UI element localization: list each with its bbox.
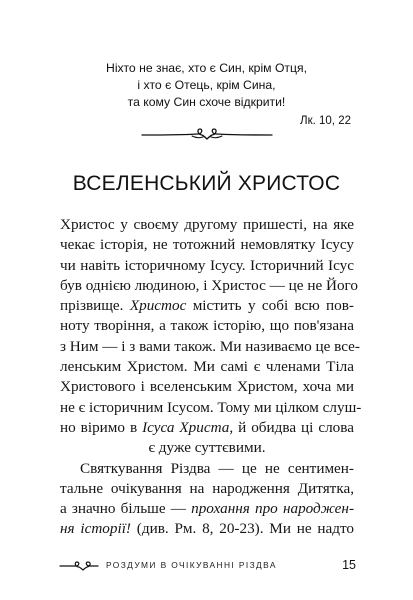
- text-line: чекає історія, не тотожний немовлятку Ісусу: [60, 236, 354, 254]
- page-footer: [58, 558, 356, 574]
- epigraph: [60, 60, 353, 130]
- emphasis: Ісуса Христа: [142, 418, 230, 436]
- text-line: а значно більше — прохання про народжен-: [60, 500, 354, 518]
- text-line: Христос у своєму другому пришесті, на яке: [60, 216, 354, 233]
- text-line: тальне очікування на народження Дитятка,: [60, 479, 354, 497]
- text-line: ноту творіння, а також історію, що пов'язана: [60, 317, 354, 335]
- epigraph-reference: Лк. 10, 22: [300, 115, 351, 127]
- running-title: РОЗДУМИ В ОЧІКУВАННІ РІЗДВА: [106, 560, 277, 570]
- text-line: Святкування Різдва — це не сентимен-: [80, 459, 354, 477]
- text-line: є дуже суттєвими.: [148, 439, 266, 457]
- text-line: но віримо в Ісуса Христа, й обидва ці слова: [60, 418, 354, 436]
- text-line: ленським Христом. Ми самі є членами Тіла: [60, 358, 354, 376]
- text-line: чи навіть історичному Ісусу. Історичний Ісус: [60, 256, 354, 274]
- emphasis: ня історії!: [60, 520, 131, 538]
- chapter-title: ВСЕЛЕНСЬКИЙ ХРИСТОС: [72, 172, 341, 195]
- epigraph-line: Ніхто не знає, хто є Син, крім Отця,: [106, 61, 307, 75]
- epigraph-line: і хто є Отець, крім Сина,: [137, 78, 276, 92]
- emphasis: прохання про народжен-: [191, 500, 354, 518]
- flourish-divider-icon: [140, 126, 274, 142]
- text-line: прізвище. Христос містить у собі всю пов-: [60, 297, 354, 315]
- flourish-icon: [58, 558, 100, 574]
- page-number: 15: [342, 558, 356, 572]
- emphasis: Христос: [129, 297, 187, 315]
- body-text: [60, 215, 362, 540]
- text-line: не є історичним Ісусом. Тому ми цілком слуш-: [60, 398, 362, 416]
- text-line: був однією людиною, і Христос — це не Його: [60, 276, 358, 294]
- text-line: ня історії! (див. Рм. 8, 20-23). Ми не надто: [60, 520, 354, 538]
- text-line: з Ним — і з вами також. Ми називаємо це все-: [60, 337, 360, 355]
- epigraph-line: та кому Син схоче відкрити!: [127, 95, 286, 109]
- text-line: Христового і вселенським Христом, хоча ми: [60, 378, 354, 396]
